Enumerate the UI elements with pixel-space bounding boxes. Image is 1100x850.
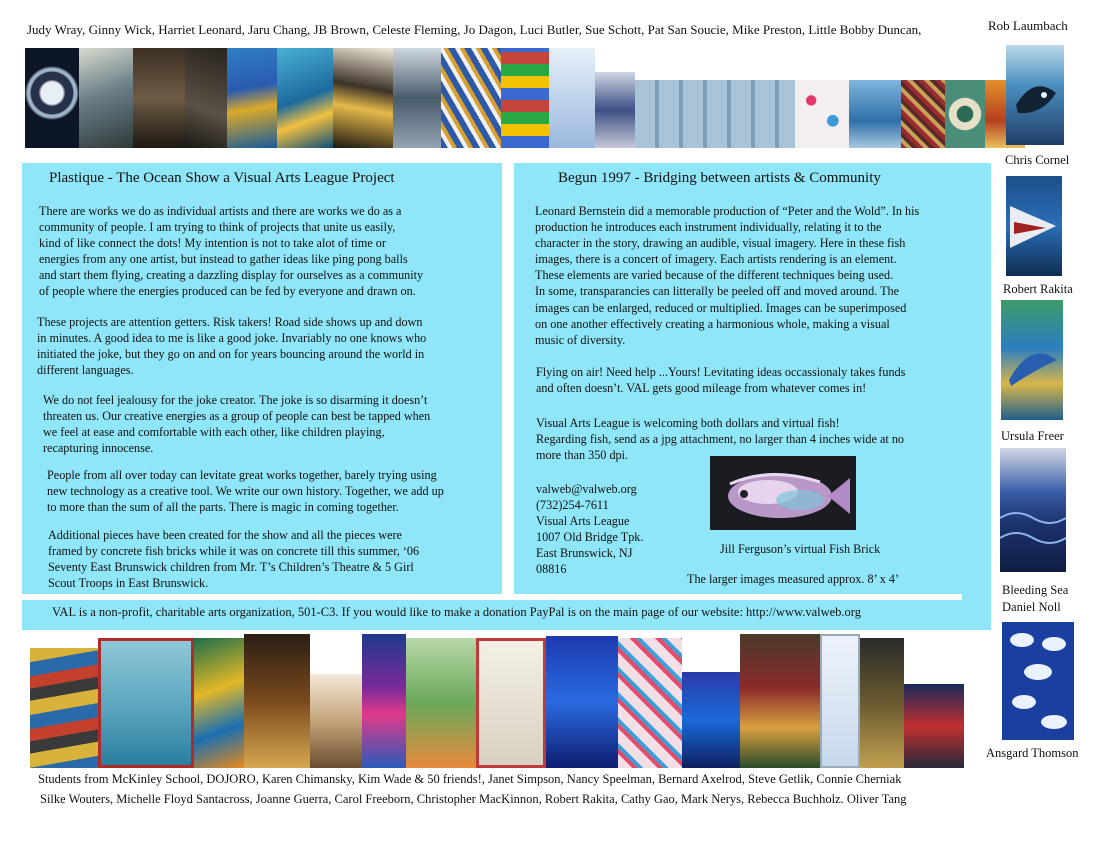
artist-label-ursula-freer: Ursula Freer xyxy=(1001,429,1064,443)
contact-phone: (732)254-7611 xyxy=(536,498,609,513)
artwork-tile xyxy=(476,638,546,768)
contact-org: Visual Arts League xyxy=(536,514,630,529)
artwork-tile xyxy=(227,48,277,148)
bottom-artwork-strip xyxy=(30,634,964,768)
left-panel-title: Plastique - The Ocean Show a Visual Arts League Project xyxy=(49,170,395,186)
contact-city: East Brunswick, NJ xyxy=(536,546,633,561)
right-panel-title: Begun 1997 - Bridging between artists & Community xyxy=(558,170,881,186)
text-line: in minutes. A good idea to me is like a good joke. Invariably no one knows who xyxy=(37,331,427,346)
text-line: production he introduces each instrument individually, relating it to the xyxy=(535,220,882,235)
text-line: These projects are attention getters. Risk takers! Road side shows up and down xyxy=(37,315,423,329)
artwork-tile xyxy=(820,634,860,768)
top-names-main: Judy Wray, Ginny Wick, Harriet Leonard, Jaru Chang, JB Brown, Celeste Fleming, Jo Dagon, Luci Butler, Sue Schott, Pat San Soucie, Mike Preston, Little Bobby Duncan, xyxy=(27,22,922,37)
text-line: initiated the joke, but they go on and on for years bouncing around the world in xyxy=(37,347,425,362)
artwork-tile xyxy=(441,48,501,148)
artwork-tile xyxy=(406,638,476,768)
artwork-tile xyxy=(546,636,618,768)
artwork-tile xyxy=(795,80,849,148)
text-line: Regarding fish, send as a jpg attachment, no larger than 4 inches wide at no xyxy=(536,432,905,447)
text-line: Visual Arts League is welcoming both dollars and virtual fish! xyxy=(536,416,840,430)
artwork-tile xyxy=(682,672,740,768)
artwork-tile xyxy=(635,80,795,148)
contact-street: 1007 Old Bridge Tpk. xyxy=(536,530,644,545)
text-line: recapturing innocense. xyxy=(43,441,154,456)
artist-label-robert-rakita: Robert Rakita xyxy=(1003,282,1073,296)
text-line: and start them flying, creating a dazzling display for ourselves as a community xyxy=(39,268,424,283)
text-line: to more than the sum of all the parts. There is magic in coming together. xyxy=(47,500,399,515)
artwork-tile xyxy=(185,48,227,148)
artist-label-daniel-noll: Daniel Noll xyxy=(1002,600,1061,614)
top-artwork-strip xyxy=(25,45,1025,148)
text-line: music of diversity. xyxy=(535,332,626,347)
artwork-tile xyxy=(740,634,820,768)
text-line: There are works we do as individual artists and there are works we do as a xyxy=(39,204,402,218)
wave-icon xyxy=(1000,448,1066,572)
contact-block xyxy=(536,481,643,578)
virtual-fish-brick-image xyxy=(710,456,856,530)
text-line: We do not feel jealousy for the joke creator. The joke is so disarming it doesn’t xyxy=(43,393,428,407)
text-line: new technology as a creative tool. We write our own history. Together, we add up xyxy=(47,484,444,499)
contact-zip: 08816 xyxy=(536,562,567,577)
artwork-tile xyxy=(904,684,964,768)
artwork-chris-cornel xyxy=(1006,45,1064,145)
left-paragraph-5 xyxy=(48,527,419,591)
artwork-tile xyxy=(501,48,549,148)
artwork-robert-rakita xyxy=(1006,176,1062,276)
text-line: People from all over today can levitate great works together, barely trying using xyxy=(47,468,437,482)
text-line: different languages. xyxy=(37,363,134,378)
left-paragraph-4 xyxy=(47,467,444,515)
text-line: In some, transparancies can litterally be peeled off and moved around. The xyxy=(535,284,900,299)
text-line: images, there is a concert of imagery. Each artists rendering is an element. xyxy=(535,252,897,267)
text-line: of people where the energies produced can be fed by everyone and drawn on. xyxy=(39,284,416,299)
artist-label-chris-cornel: Chris Cornel xyxy=(1005,153,1070,167)
artwork-tile xyxy=(618,638,682,768)
artwork-tile xyxy=(98,638,194,768)
artwork-tile xyxy=(310,674,362,768)
text-line: more than 350 dpi. xyxy=(536,448,629,463)
artwork-tile xyxy=(549,48,595,148)
artwork-tile xyxy=(362,634,406,768)
left-paragraph-1 xyxy=(39,203,423,300)
artist-label-bleeding-sea: Bleeding Sea xyxy=(1002,583,1069,597)
right-paragraph-1 xyxy=(535,203,919,348)
artwork-tile xyxy=(79,48,133,148)
bottom-names-line-1: Students from McKinley School, DOJORO, Karen Chimansky, Kim Wade & 50 friends!, Janet Simpson, Nancy Speelman, Bernard Axelrod, Steve Getlik, Connie Cherniak xyxy=(38,772,902,786)
artwork-tile xyxy=(133,48,185,148)
donation-footer-text: VAL is a non-profit, charitable arts organization, 501-C3. If you would like to make a donation PayPal is on the main page of our website: http://www.valweb.org xyxy=(52,605,861,619)
artist-label-ansgard-thomson: Ansgard Thomson xyxy=(986,746,1079,760)
text-line: Flying on air! Need help ...Yours! Levitating ideas occassionaly takes funds xyxy=(536,365,906,379)
text-line: threaten us. Our creative energies as a group of people can best be tapped when xyxy=(43,409,431,424)
fish-pattern-icon xyxy=(1002,622,1074,740)
artwork-tile xyxy=(194,638,244,768)
text-line: energies from any one artist, but instead to gather ideas like ping pong balls xyxy=(39,252,408,267)
artwork-tile xyxy=(901,80,945,148)
bottom-names-line-2: Silke Wouters, Michelle Floyd Santacross, Joanne Guerra, Carol Freeborn, Christopher MacKinnon, Robert Rakita, Cathy Gao, Mark Nerys, Rebecca Buchholz. Oliver Tang xyxy=(40,792,907,806)
left-paragraph-3 xyxy=(43,392,430,456)
text-line: on one another effectively creating a harmonious whole, making a visual xyxy=(535,316,890,331)
artwork-tile xyxy=(393,48,441,148)
artwork-tile xyxy=(860,638,904,768)
text-line: framed by concrete fish bricks while it was on concrete till this summer, ‘06 xyxy=(48,544,420,559)
artwork-tile xyxy=(945,80,985,148)
contact-email[interactable]: valweb@valweb.org xyxy=(536,482,637,496)
top-names-last: Rob Laumbach xyxy=(988,18,1068,33)
text-line: community of people. I am trying to think of projects that unite us easily, xyxy=(39,220,396,235)
text-line: These elements are varied because of the different techniques being used. xyxy=(535,268,894,283)
artwork-tile xyxy=(849,80,901,148)
right-paragraph-2 xyxy=(536,364,905,396)
text-line: and often doesn’t. VAL gets good mileage from whatever comes in! xyxy=(536,381,867,396)
artwork-tile xyxy=(30,648,98,768)
fish-illustration xyxy=(710,456,856,530)
artwork-tile xyxy=(277,48,333,148)
text-line: Scout Troops in East Brunswick. xyxy=(48,576,209,591)
text-line: kind of like connect the dots! My intention is not to take alot of time or xyxy=(39,236,386,251)
artwork-ansgard-thomson xyxy=(1002,622,1074,740)
text-line: images can be enlarged, reduced or multiplied. Images can be superimposed xyxy=(535,300,907,315)
left-paragraph-2 xyxy=(37,314,426,378)
orca-icon xyxy=(1006,45,1064,145)
divider xyxy=(22,594,962,600)
text-line: character in the story, drawing an audible, visual imagery. Here in these fish xyxy=(535,236,906,251)
shark-icon xyxy=(1006,176,1062,276)
size-note: The larger images measured approx. 8’ x 4’ xyxy=(687,572,900,586)
fish-brick-caption: Jill Ferguson’s virtual Fish Brick xyxy=(720,542,881,556)
artwork-tile xyxy=(595,72,635,148)
text-line: Leonard Bernstein did a memorable production of “Peter and the Wold”. In his xyxy=(535,204,920,218)
artwork-ursula-freer xyxy=(1001,300,1063,420)
artwork-tile xyxy=(25,48,79,148)
text-line: we feel at ease and comfortable with each other, like children playing, xyxy=(43,425,385,440)
artwork-tile xyxy=(333,48,393,148)
text-line: Additional pieces have been created for the show and all the pieces were xyxy=(48,528,402,542)
artwork-tile xyxy=(244,634,310,768)
dolphin-icon xyxy=(1001,300,1063,420)
artwork-bleeding-sea xyxy=(1000,448,1066,572)
text-line: Seventy East Brunswick children from Mr. T’s Children’s Theatre & 5 Girl xyxy=(48,560,414,575)
